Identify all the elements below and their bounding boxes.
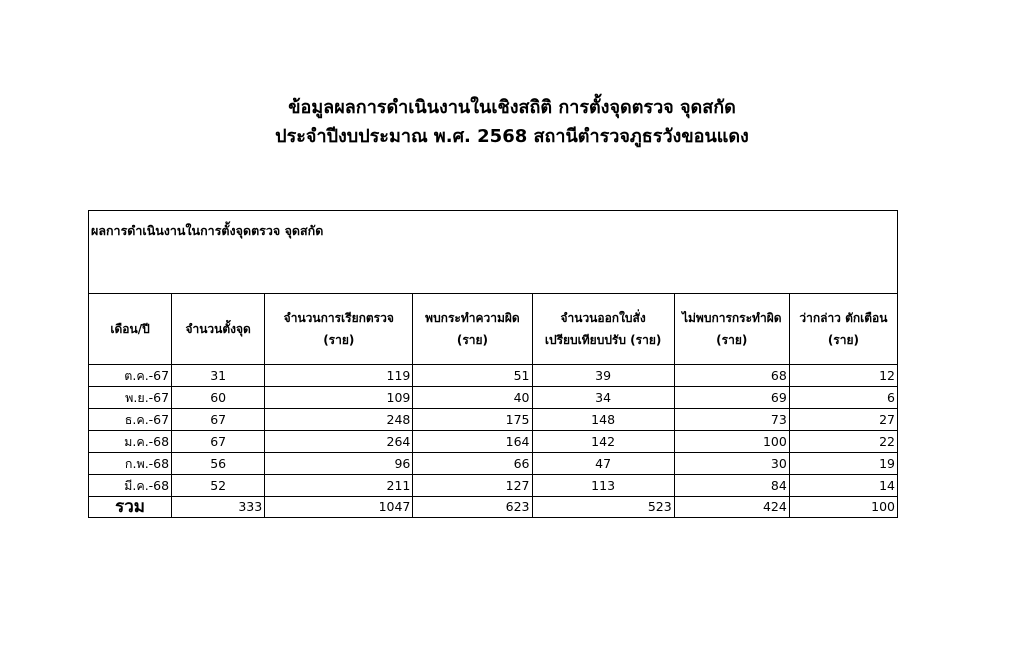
table-row (89, 475, 898, 497)
table-caption: ผลการดำเนินงานในการตั้งจุดตรวจ จุดสกัด (89, 211, 898, 294)
cell-stopped: 211 (265, 475, 413, 497)
cell-no-offense: 30 (674, 453, 789, 475)
header-stopped: จำนวนการเรียกตรวจ (ราย) (265, 294, 413, 365)
cell-tickets: 113 (532, 475, 674, 497)
cell-points: 56 (172, 453, 265, 475)
cell-offenses: 51 (413, 365, 532, 387)
total-points: 333 (172, 497, 265, 518)
total-tickets: 523 (532, 497, 674, 518)
cell-stopped: 109 (265, 387, 413, 409)
cell-points: 52 (172, 475, 265, 497)
table-row (89, 431, 898, 453)
table-row (89, 365, 898, 387)
total-warned: 100 (789, 497, 897, 518)
cell-no-offense: 84 (674, 475, 789, 497)
cell-tickets: 47 (532, 453, 674, 475)
total-no-offense: 424 (674, 497, 789, 518)
cell-no-offense: 68 (674, 365, 789, 387)
header-warned: ว่ากล่าว ตักเตือน (ราย) (789, 294, 897, 365)
table-row (89, 453, 898, 475)
cell-tickets: 142 (532, 431, 674, 453)
cell-month: ธ.ค.-67 (89, 409, 172, 431)
total-offenses: 623 (413, 497, 532, 518)
cell-month: ก.พ.-68 (89, 453, 172, 475)
header-tickets: จำนวนออกใบสั่ง เปรียบเทียบปรับ (ราย) (532, 294, 674, 365)
cell-month: มี.ค.-68 (89, 475, 172, 497)
table-header-row (89, 294, 898, 365)
table-row (89, 387, 898, 409)
document-title-line1: ข้อมูลผลการดำเนินงานในเชิงสถิติ การตั้งจุดตรวจ จุดสกัด (288, 97, 736, 118)
cell-offenses: 164 (413, 431, 532, 453)
cell-month: พ.ย.-67 (89, 387, 172, 409)
cell-tickets: 148 (532, 409, 674, 431)
cell-tickets: 34 (532, 387, 674, 409)
cell-no-offense: 100 (674, 431, 789, 453)
cell-points: 60 (172, 387, 265, 409)
cell-warned: 14 (789, 475, 897, 497)
total-label: รวม (89, 497, 172, 518)
cell-offenses: 66 (413, 453, 532, 475)
table-row (89, 409, 898, 431)
cell-stopped: 248 (265, 409, 413, 431)
cell-tickets: 39 (532, 365, 674, 387)
cell-offenses: 175 (413, 409, 532, 431)
header-month: เดือน/ปี (89, 294, 172, 365)
document-title-line2: ประจำปีงบประมาณ พ.ศ. 2568 สถานีตำรวจภูธรวังขอนแดง (275, 126, 749, 147)
cell-warned: 19 (789, 453, 897, 475)
total-stopped: 1047 (265, 497, 413, 518)
header-offenses: พบกระทำความผิด (ราย) (413, 294, 532, 365)
cell-warned: 22 (789, 431, 897, 453)
cell-warned: 12 (789, 365, 897, 387)
cell-points: 31 (172, 365, 265, 387)
header-points: จำนวนตั้งจุด (172, 294, 265, 365)
cell-no-offense: 73 (674, 409, 789, 431)
cell-points: 67 (172, 409, 265, 431)
total-row (89, 497, 898, 518)
cell-month: ต.ค.-67 (89, 365, 172, 387)
cell-month: ม.ค.-68 (89, 431, 172, 453)
cell-points: 67 (172, 431, 265, 453)
cell-warned: 6 (789, 387, 897, 409)
cell-warned: 27 (789, 409, 897, 431)
cell-stopped: 119 (265, 365, 413, 387)
cell-stopped: 264 (265, 431, 413, 453)
header-no-offense: ไม่พบการกระทำผิด (ราย) (674, 294, 789, 365)
statistics-table (88, 210, 898, 518)
cell-no-offense: 69 (674, 387, 789, 409)
cell-offenses: 127 (413, 475, 532, 497)
cell-stopped: 96 (265, 453, 413, 475)
cell-offenses: 40 (413, 387, 532, 409)
